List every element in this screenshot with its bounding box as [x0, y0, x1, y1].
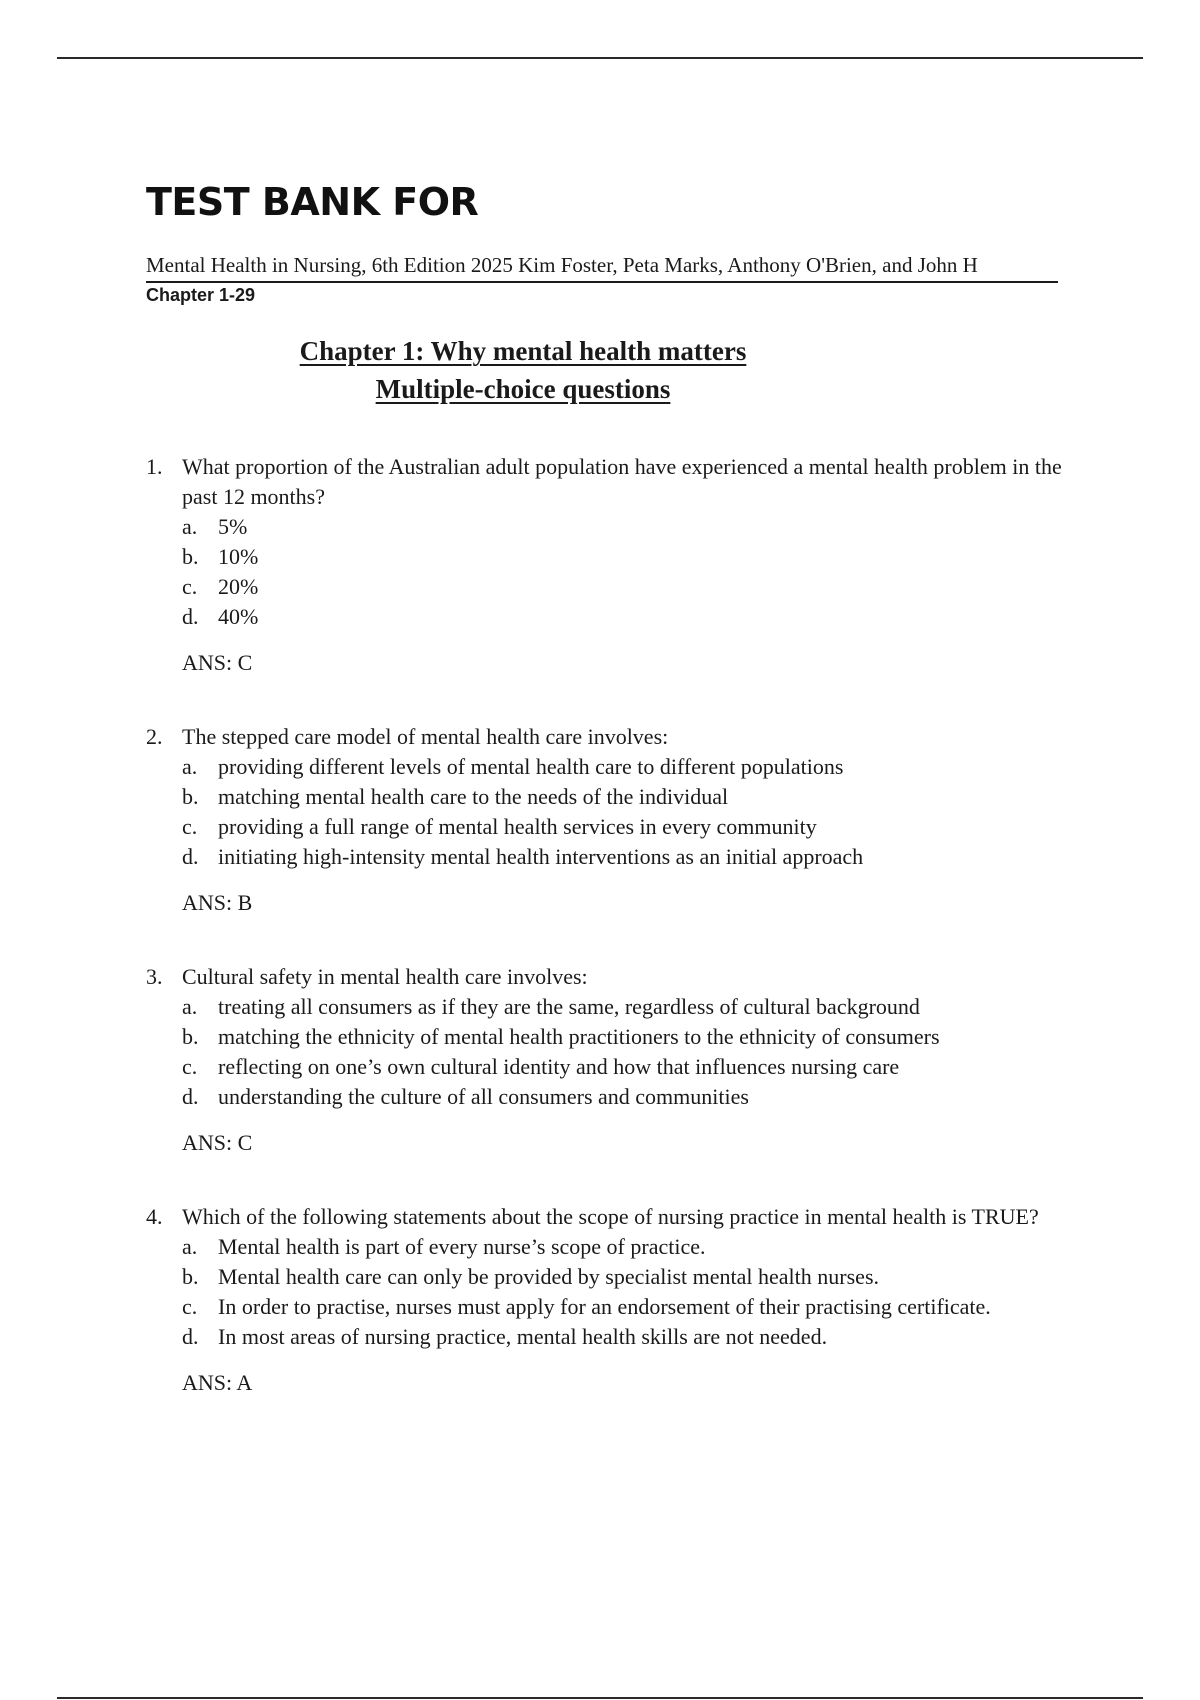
option-letter: c. [182, 574, 198, 599]
option-d [182, 1082, 1076, 1112]
option-letter: d. [182, 1084, 199, 1109]
question-stem [146, 962, 1076, 992]
chapter-range: Chapter 1-29 [146, 285, 256, 305]
option-text: reflecting on one’s own cultural identity and how that influences nursing care [218, 1054, 900, 1079]
option-list [182, 1232, 1076, 1352]
option-letter: b. [182, 1024, 199, 1049]
question-1 [146, 452, 1076, 678]
option-text: matching the ethnicity of mental health practitioners to the ethnicity of consumers [218, 1024, 940, 1049]
option-b [182, 542, 1076, 572]
option-text: matching mental health care to the needs of the individual [218, 784, 729, 809]
question-text: The stepped care model of mental health care involves: [182, 724, 669, 749]
question-number: 3. [146, 964, 163, 989]
option-b [182, 1022, 1076, 1052]
option-d [182, 1322, 1076, 1352]
option-c [182, 1052, 1076, 1082]
question-number: 1. [146, 454, 163, 479]
option-letter: b. [182, 544, 199, 569]
option-text: understanding the culture of all consumers and communities [218, 1084, 749, 1109]
question-2 [146, 722, 1076, 918]
option-text: 5% [218, 514, 248, 539]
question-stem [146, 452, 1076, 512]
answer-key: ANS: C [182, 650, 253, 675]
option-letter: b. [182, 1264, 199, 1289]
question-stem [146, 1202, 1076, 1232]
option-letter: a. [182, 514, 198, 539]
option-text: In order to practise, nurses must apply for an endorsement of their practising certificate. [218, 1294, 991, 1319]
answer-key: ANS: C [182, 1130, 253, 1155]
option-d [182, 842, 1076, 872]
question-4 [146, 1202, 1076, 1398]
section-subheading [0, 372, 1046, 406]
chapter-heading-text: Chapter 1: Why mental health matters [299, 336, 747, 366]
option-text: 20% [218, 574, 259, 599]
chapter-heading [0, 334, 1046, 368]
option-c [182, 812, 1076, 842]
book-citation: Mental Health in Nursing, 6th Edition 2025 Kim Foster, Peta Marks, Anthony O'Brien, and John H [146, 252, 1058, 283]
question-number: 2. [146, 724, 163, 749]
top-page-rule [57, 57, 1143, 59]
option-text: Mental health is part of every nurse’s scope of practice. [218, 1234, 706, 1259]
bottom-page-rule [57, 1697, 1143, 1699]
option-letter: d. [182, 844, 199, 869]
option-d [182, 602, 1076, 632]
option-text: 10% [218, 544, 259, 569]
option-a [182, 1232, 1076, 1262]
answer-key: ANS: A [182, 1370, 253, 1395]
option-list [182, 752, 1076, 872]
option-text: initiating high-intensity mental health interventions as an initial approach [218, 844, 864, 869]
question-text: What proportion of the Australian adult population have experienced a mental health problem in the past 12 months? [182, 454, 1062, 509]
option-b [182, 1262, 1076, 1292]
option-c [182, 1292, 1076, 1322]
option-c [182, 572, 1076, 602]
answer-key: ANS: B [182, 890, 253, 915]
option-list [182, 992, 1076, 1112]
question-stem [146, 722, 1076, 752]
option-letter: d. [182, 1324, 199, 1349]
option-text: 40% [218, 604, 259, 629]
option-a [182, 752, 1076, 782]
option-letter: c. [182, 1294, 198, 1319]
question-text: Which of the following statements about the scope of nursing practice in mental health is TRUE? [182, 1204, 1039, 1229]
option-text: In most areas of nursing practice, mental health skills are not needed. [218, 1324, 828, 1349]
option-b [182, 782, 1076, 812]
test-bank-title: TEST BANK FOR [146, 180, 479, 224]
option-a [182, 992, 1076, 1022]
option-text: treating all consumers as if they are the same, regardless of cultural background [218, 994, 920, 1019]
option-letter: b. [182, 784, 199, 809]
option-letter: d. [182, 604, 199, 629]
option-list [182, 512, 1076, 632]
option-letter: c. [182, 814, 198, 839]
option-text: providing a full range of mental health services in every community [218, 814, 817, 839]
option-text: providing different levels of mental health care to different populations [218, 754, 844, 779]
question-3 [146, 962, 1076, 1158]
option-a [182, 512, 1076, 542]
section-subheading-text: Multiple-choice questions [375, 374, 671, 404]
option-letter: c. [182, 1054, 198, 1079]
question-text: Cultural safety in mental health care involves: [182, 964, 588, 989]
option-text: Mental health care can only be provided by specialist mental health nurses. [218, 1264, 879, 1289]
option-letter: a. [182, 994, 198, 1019]
question-number: 4. [146, 1204, 163, 1229]
option-letter: a. [182, 754, 198, 779]
option-letter: a. [182, 1234, 198, 1259]
